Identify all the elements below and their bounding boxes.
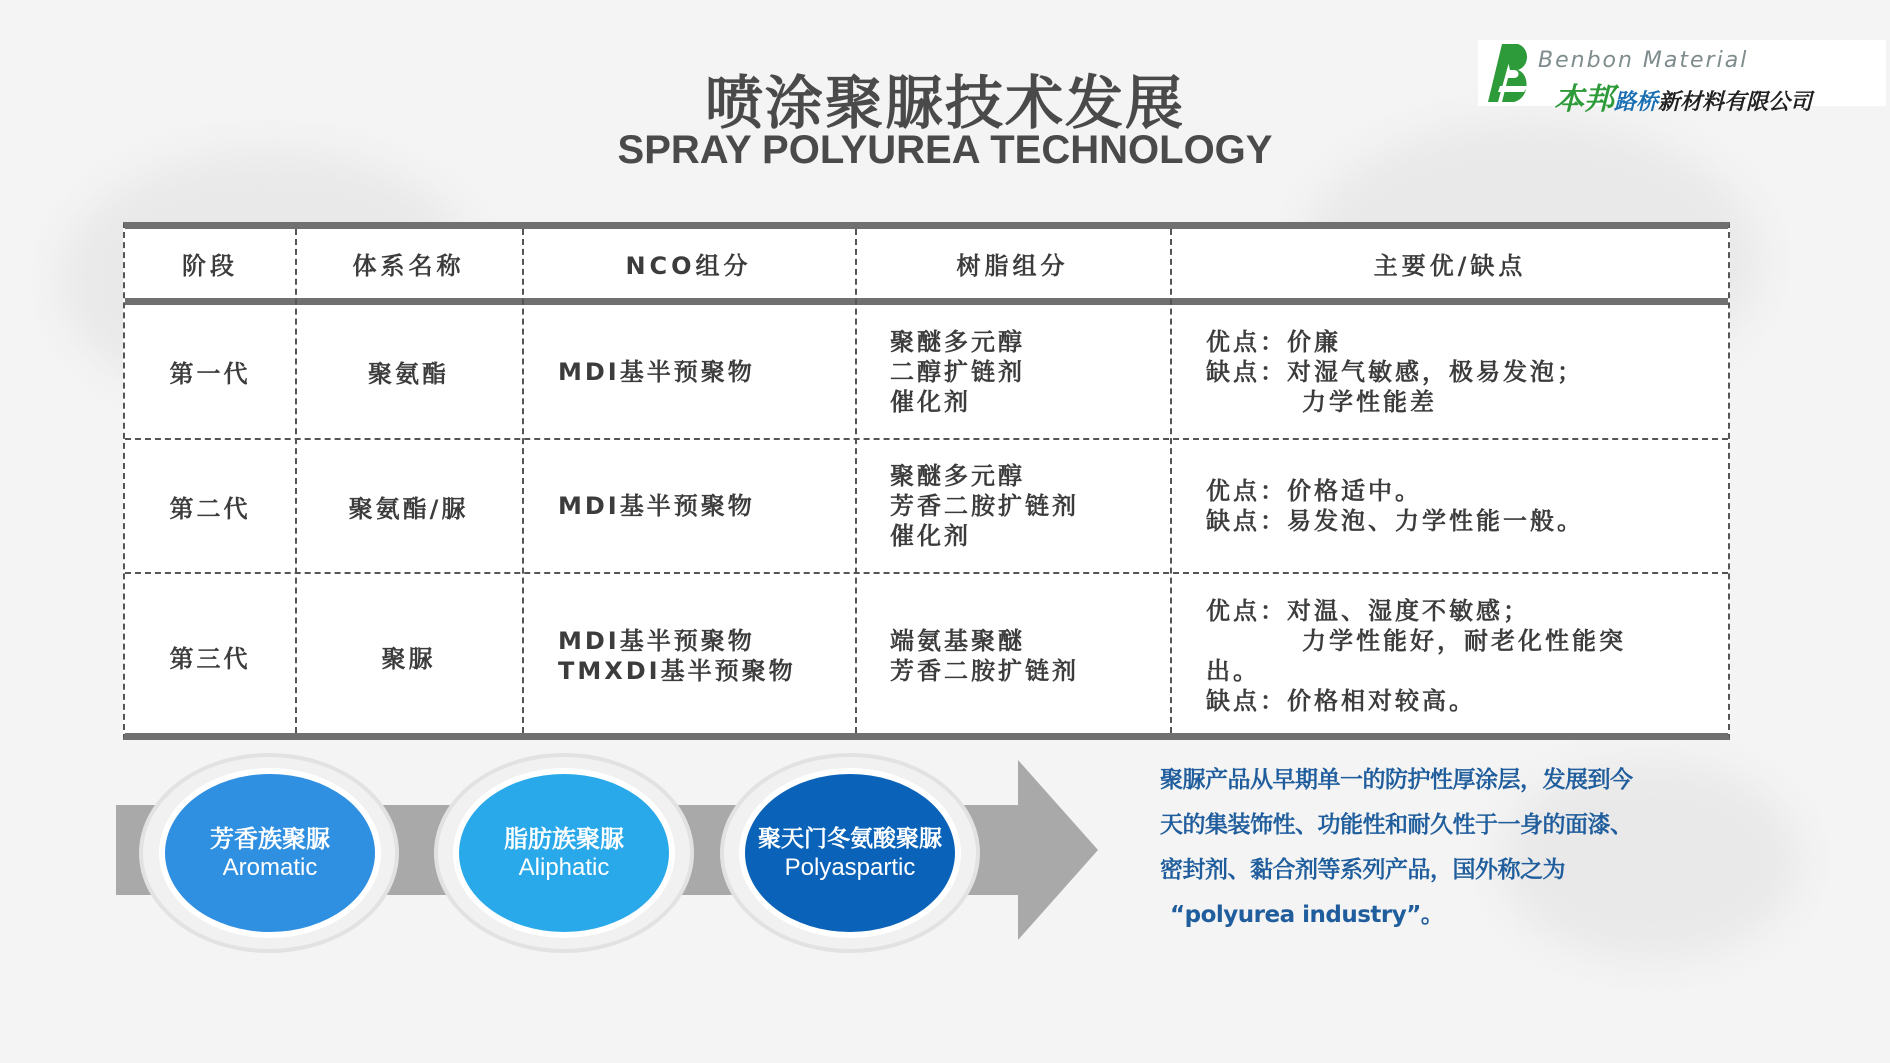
pros-cons-line: 优点：对温、湿度不敏感； bbox=[1206, 597, 1530, 625]
resin-line: 聚醚多元醇 bbox=[890, 462, 1025, 490]
nco-line: TMXDI基半预聚物 bbox=[558, 657, 796, 685]
header-stage: 阶段 bbox=[182, 252, 238, 280]
pros-cons-line: 缺点：价格相对较高。 bbox=[1206, 687, 1476, 715]
timeline-arrow-head-icon bbox=[1018, 760, 1098, 940]
resin-line: 催化剂 bbox=[890, 522, 971, 550]
bubble-cn-label: 脂肪族聚脲 bbox=[504, 825, 624, 853]
table-row-2-stage: 第二代 bbox=[169, 494, 251, 523]
bubble-en-label: Aromatic bbox=[222, 854, 318, 881]
pros-cons-line: 优点：价格适中。 bbox=[1206, 477, 1422, 505]
table-row-3-nco bbox=[558, 574, 858, 738]
resin-line: 端氨基聚醚 bbox=[890, 627, 1025, 655]
table-row-1-pros-cons bbox=[1206, 305, 1726, 438]
table-row-1-system: 聚氨酯 bbox=[368, 360, 449, 388]
header-pros-cons: 主要优/缺点 bbox=[1373, 252, 1527, 280]
description-line: 密封剂、黏合剂等系列产品，国外称之为 bbox=[1160, 857, 1565, 883]
polyurea-description bbox=[1160, 758, 1720, 938]
technology-table bbox=[123, 222, 1730, 740]
logo-cn-part-dark: 新材料有限公司 bbox=[1658, 90, 1813, 115]
pros-cons-line: 缺点：易发泡、力学性能一般。 bbox=[1206, 507, 1584, 535]
resin-line: 芳香二胺扩链剂 bbox=[890, 657, 1079, 685]
header-divider bbox=[125, 298, 1728, 305]
bubble-en-label: Aliphatic bbox=[518, 854, 610, 881]
resin-line: 催化剂 bbox=[890, 387, 971, 416]
table-row-1-nco bbox=[558, 305, 858, 438]
resin-line: 芳香二胺扩链剂 bbox=[890, 492, 1079, 520]
bubble-cn-label: 芳香族聚脲 bbox=[210, 825, 330, 853]
page-title-chinese: 喷涂聚脲技术发展 bbox=[704, 69, 1185, 137]
table-row-3-pros-cons bbox=[1206, 574, 1726, 738]
header-system-name: 体系名称 bbox=[352, 252, 465, 280]
timeline-bubble-polyaspartic bbox=[739, 768, 961, 938]
nco-line: MDI基半预聚物 bbox=[558, 627, 755, 655]
table-row-2-pros-cons bbox=[1206, 440, 1726, 572]
table-row-3-system: 聚脲 bbox=[381, 644, 436, 673]
logo-english-name: Benbon Material bbox=[1538, 48, 1749, 73]
nco-line: MDI基半预聚物 bbox=[558, 492, 755, 520]
logo-cn-part-green: 本邦 bbox=[1554, 82, 1614, 117]
column-divider bbox=[522, 229, 524, 733]
pros-cons-line: 优点：价廉 bbox=[1206, 327, 1341, 356]
bubble-en-label: Polyaspartic bbox=[784, 854, 916, 881]
description-line: “polyurea industry”。 bbox=[1170, 902, 1444, 928]
bubble-cn-label: 聚天门冬氨酸聚脲 bbox=[758, 826, 942, 852]
resin-line: 二醇扩链剂 bbox=[890, 357, 1025, 386]
table-row-2-nco bbox=[558, 440, 858, 572]
timeline-bubble-aromatic bbox=[159, 768, 381, 938]
page-title-english: SPRAY POLYUREA TECHNOLOGY bbox=[617, 128, 1273, 172]
column-divider bbox=[1170, 229, 1172, 733]
nco-line: MDI基半预聚物 bbox=[558, 357, 755, 386]
pros-cons-line: 缺点：对湿气敏感，极易发泡； bbox=[1206, 357, 1584, 386]
description-line: 天的集装饰性、功能性和耐久性于一身的面漆、 bbox=[1160, 812, 1633, 838]
table-row-2-system: 聚氨酯/脲 bbox=[348, 494, 469, 523]
resin-line: 聚醚多元醇 bbox=[890, 327, 1025, 356]
header-nco-component: NCO组分 bbox=[625, 252, 752, 280]
table-row-2-resin bbox=[890, 440, 1170, 572]
table-row-1-resin bbox=[890, 305, 1170, 438]
table-row-3-resin bbox=[890, 574, 1170, 738]
pros-cons-line: 力学性能差 bbox=[1302, 387, 1437, 416]
header-resin-component: 树脂组分 bbox=[956, 252, 1069, 280]
table-row-3-stage: 第三代 bbox=[169, 644, 251, 673]
logo-cn-part-blue: 路桥 bbox=[1614, 90, 1659, 115]
pros-cons-line: 力学性能好，耐老化性能突 bbox=[1302, 627, 1626, 655]
table-row-1-stage: 第一代 bbox=[169, 360, 251, 388]
timeline-bubble-aliphatic bbox=[453, 768, 675, 938]
description-line: 聚脲产品从早期单一的防护性厚涂层，发展到今 bbox=[1160, 767, 1633, 793]
pros-cons-line: 出。 bbox=[1206, 657, 1260, 685]
